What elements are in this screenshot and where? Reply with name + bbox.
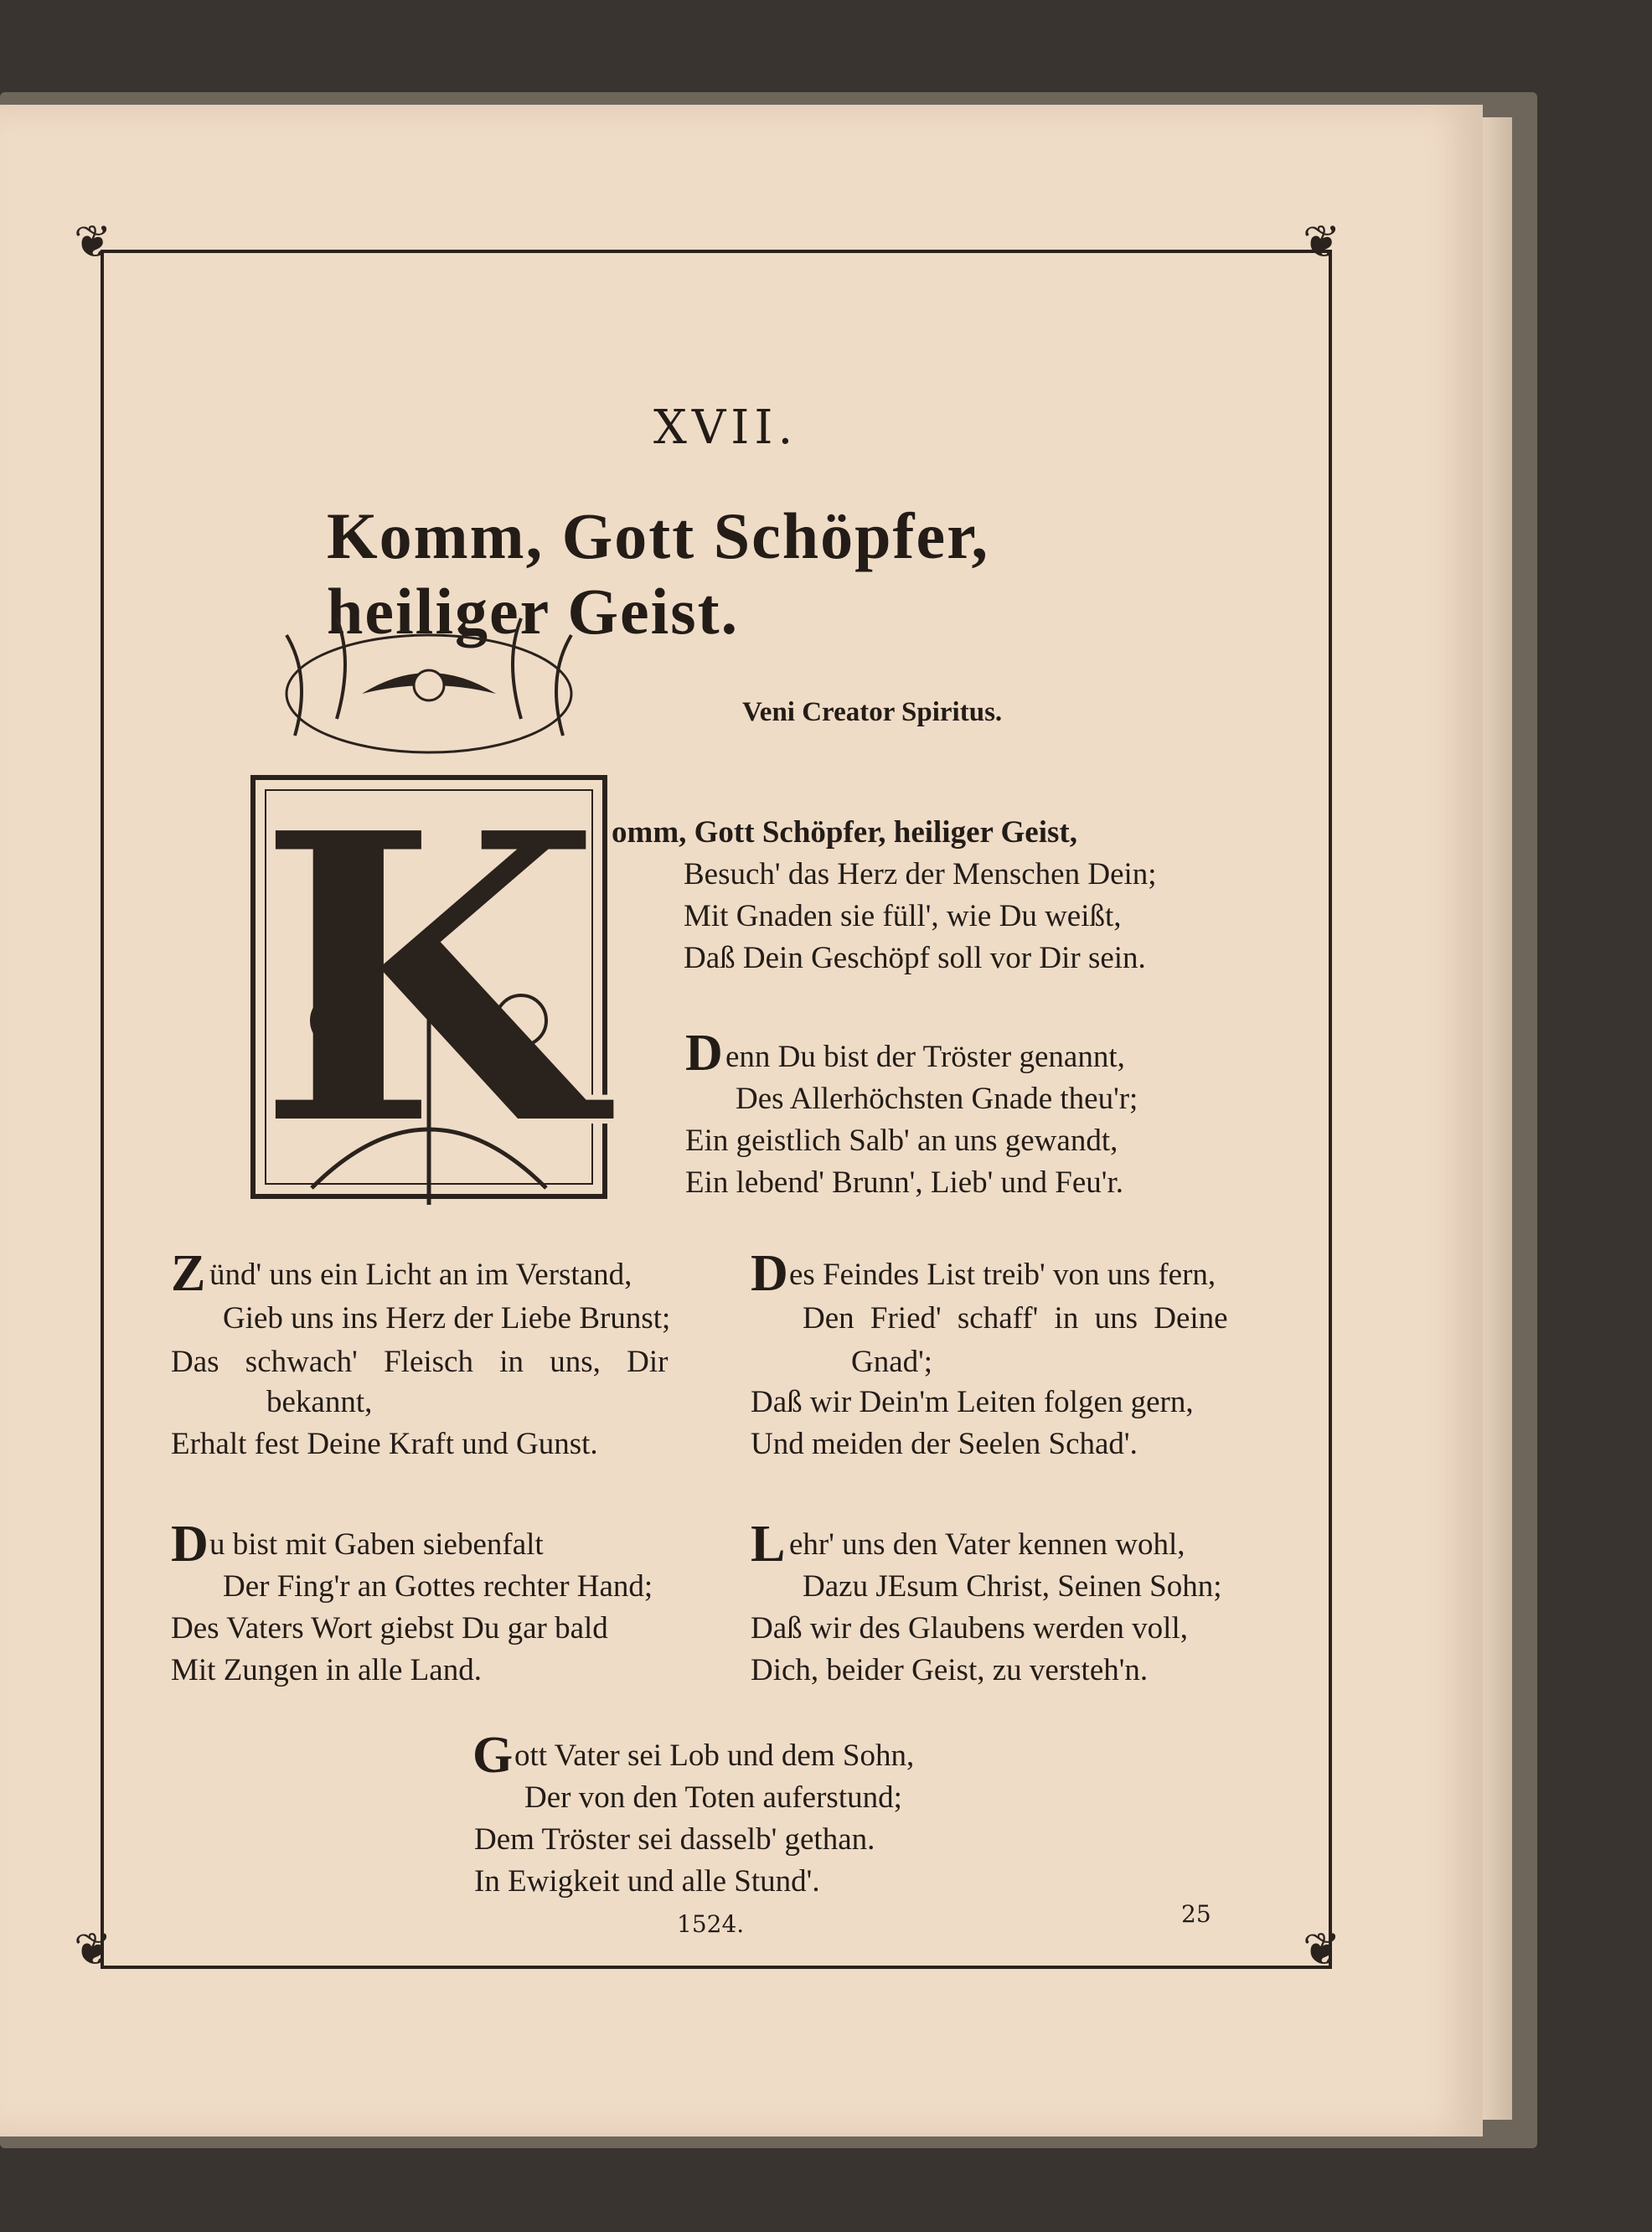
stanza1-line2: Besuch' das Herz der Menschen Dein;: [684, 857, 1157, 891]
stanza7-line2: Der von den Toten auferstund;: [524, 1780, 902, 1815]
stanza2-line1: enn Du bist der Tröster genannt,: [725, 1040, 1125, 1074]
hymn-year: 1524.: [677, 1910, 745, 1938]
illuminated-initial-k-icon: [236, 602, 622, 1226]
latin-title: Veni Creator Spiritus.: [742, 697, 1003, 727]
stanza3-line2: Gieb uns ins Herz der Liebe Brunst;: [223, 1301, 671, 1336]
stanza5-line2: Der Fing'r an Gottes rechter Hand;: [223, 1569, 653, 1604]
stanza3-dropcap: Z: [171, 1245, 206, 1302]
stanza7-line4: In Ewigkeit und alle Stund'.: [474, 1864, 820, 1899]
stanza6-line4: Dich, beider Geist, zu versteh'n.: [751, 1653, 1149, 1687]
stanza4-line1: es Feindes List treib' von uns fern,: [789, 1258, 1216, 1292]
stanza7-line1: ott Vater sei Lob und dem Sohn,: [514, 1739, 915, 1773]
stanza4-line2: Den Fried' schaff' in uns Deine: [803, 1301, 1228, 1336]
stanza2-line4: Ein lebend' Brunn', Lieb' und Feu'r.: [685, 1165, 1124, 1200]
stanza3-line4: Erhalt fest Deine Kraft und Gunst.: [171, 1427, 598, 1461]
stanza5-line4: Mit Zungen in alle Land.: [171, 1653, 482, 1687]
stanza2-dropcap: D: [685, 1025, 723, 1082]
stanza1-line4: Daß Dein Geschöpf soll vor Dir sein.: [684, 941, 1146, 975]
stanza5-dropcap: D: [171, 1516, 209, 1573]
stanza4-line4: Und meiden der Seelen Schad'.: [751, 1427, 1138, 1461]
corner-ornament-icon: ❦: [74, 1923, 112, 1976]
corner-ornament-icon: ❦: [74, 215, 112, 268]
stanza1-line1: omm, Gott Schöpfer, heiliger Geist,: [612, 815, 1077, 850]
stanza3-line3: Das schwach' Fleisch in uns, Dir: [171, 1345, 669, 1379]
hymn-number: XVII.: [653, 400, 798, 455]
stanza7-dropcap: G: [472, 1727, 514, 1784]
page-number: 25: [1181, 1900, 1211, 1928]
corner-ornament-icon: ❦: [1303, 215, 1341, 268]
stanza3-line3b: bekannt,: [266, 1385, 373, 1419]
stanza6-line1: ehr' uns den Vater kennen wohl,: [789, 1527, 1185, 1562]
stanza5-line1: u bist mit Gaben siebenfalt: [209, 1527, 544, 1562]
stanza5-line3: Des Vaters Wort giebst Du gar bald: [171, 1611, 608, 1646]
stanza4-dropcap: D: [751, 1245, 788, 1302]
corner-ornament-icon: ❦: [1303, 1923, 1341, 1976]
page-edge: [1479, 117, 1512, 2120]
stanza2-line3: Ein geistlich Salb' an uns gewandt,: [685, 1124, 1118, 1158]
stanza6-line3: Daß wir des Glaubens werden voll,: [751, 1611, 1188, 1646]
stanza1-line3: Mit Gnaden sie füll', wie Du weißt,: [684, 899, 1122, 933]
stanza4-line2b: Gnad';: [851, 1345, 933, 1379]
initial-letter: K: [254, 744, 604, 1217]
stanza3-line1: ünd' uns ein Licht an im Verstand,: [209, 1258, 632, 1292]
stanza6-dropcap: L: [751, 1516, 786, 1573]
stanza6-line2: Dazu JEsum Christ, Seinen Sohn;: [803, 1569, 1222, 1604]
stanza4-line3: Daß wir Dein'm Leiten folgen gern,: [751, 1385, 1194, 1419]
hymn-title: Komm, Gott Schöpfer, heiliger Geist.: [327, 499, 990, 648]
stanza2-line2: Des Allerhöchsten Gnade theu'r;: [736, 1082, 1138, 1116]
stanza7-line3: Dem Tröster sei dasselb' gethan.: [474, 1822, 875, 1857]
